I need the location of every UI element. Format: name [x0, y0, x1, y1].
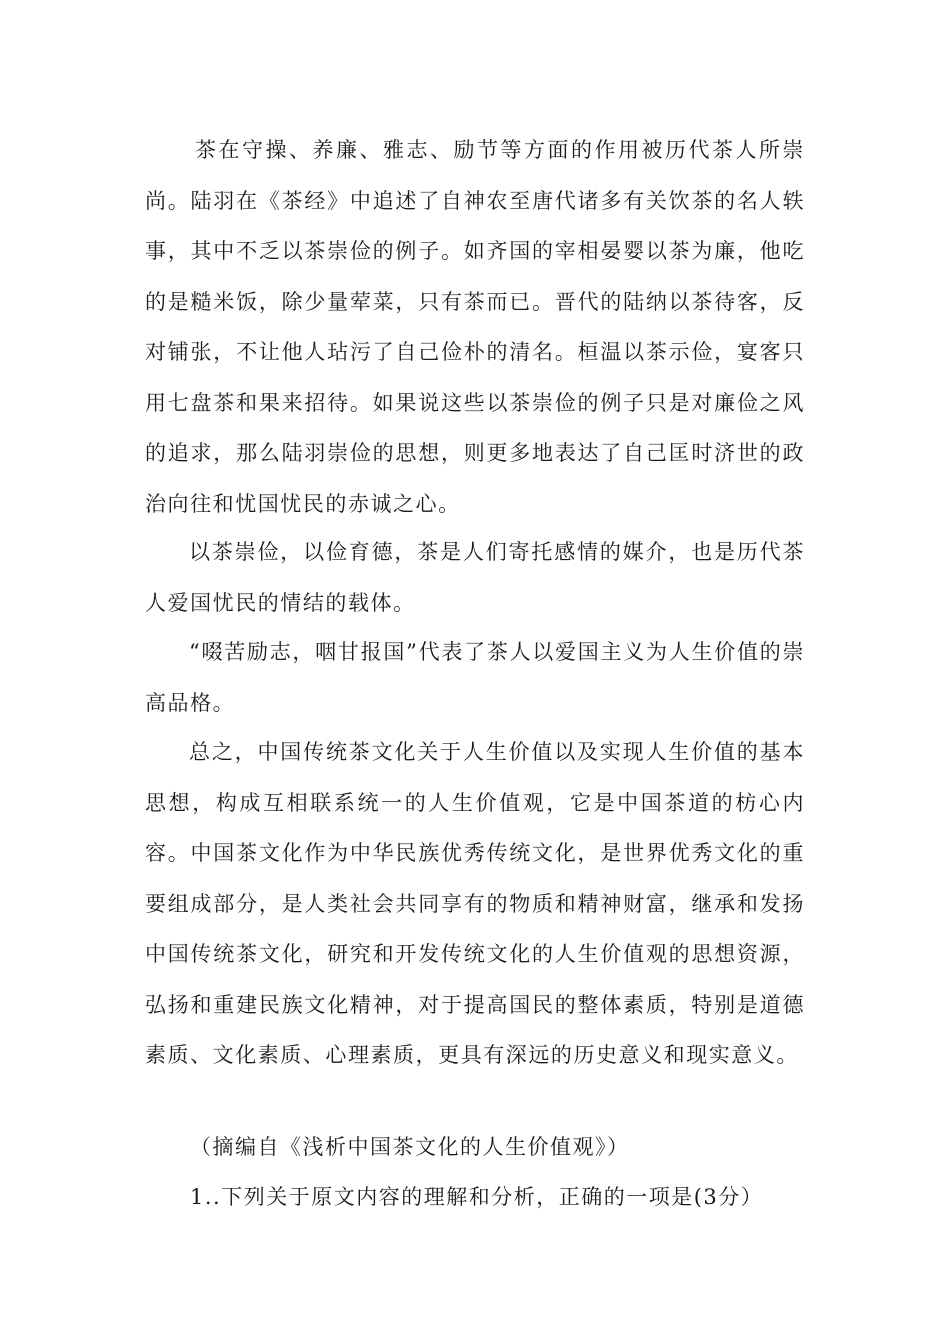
paragraph-patriotism: “啜苦励志，咽甘报国”代表了茶人以爱国主义为人生价值的崇高品格。	[145, 640, 805, 715]
question-1: 1..下列关于原文内容的理解和分析，正确的一项是(3分）	[190, 1185, 764, 1209]
paragraph-conclusion: 总之，中国传统茶文化关于人生价值以及实现人生价值的基本思想，构成互相联系统一的人生价值观，它是中国茶道的枋心内容。中国茶文化作为中华民族优秀传统文化，是世界优秀文化的重要组成部分，是人类社会共同享有的物质和精神财富，继承和发扬中国传统茶文化，研究和开发传统文化的人生价值观的思想资源，弘扬和重建民族文化精神，对于提高国民的整体素质，特别是道德素质、文化素质、心理素质，更具有深远的历史意义和现实意义。	[145, 740, 805, 1067]
source-citation: （摘编自《浅析中国茶文化的人生价值观》）	[190, 1135, 630, 1159]
paragraph-tea-virtue: 以茶崇俭，以俭育德，茶是人们寄托感情的媒介，也是历代茶人爱国忧民的情结的载体。	[145, 540, 805, 615]
paragraph-tea-frugality: 茶在守操、养廉、雅志、励节等方面的作用被历代茶人所崇尚。陆羽在《茶经》中追述了自神农至唐代诸多有关饮茶的名人轶事，其中不乏以茶崇俭的例子。如齐国的宰相晏婴以茶为廉，他吃的是糙米饭，除少量荤菜，只有茶而已。晋代的陆纳以茶待客，反对铺张，不让他人玷污了自己俭朴的清名。桓温以茶示俭，宴客只用七盘茶和果来招待。如果说这些以茶崇俭的例子只是对廉俭之风的追求，那么陆羽崇俭的思想，则更多地表达了自己匡时济世的政治向往和忧国忧民的赤诚之心。	[145, 138, 805, 516]
